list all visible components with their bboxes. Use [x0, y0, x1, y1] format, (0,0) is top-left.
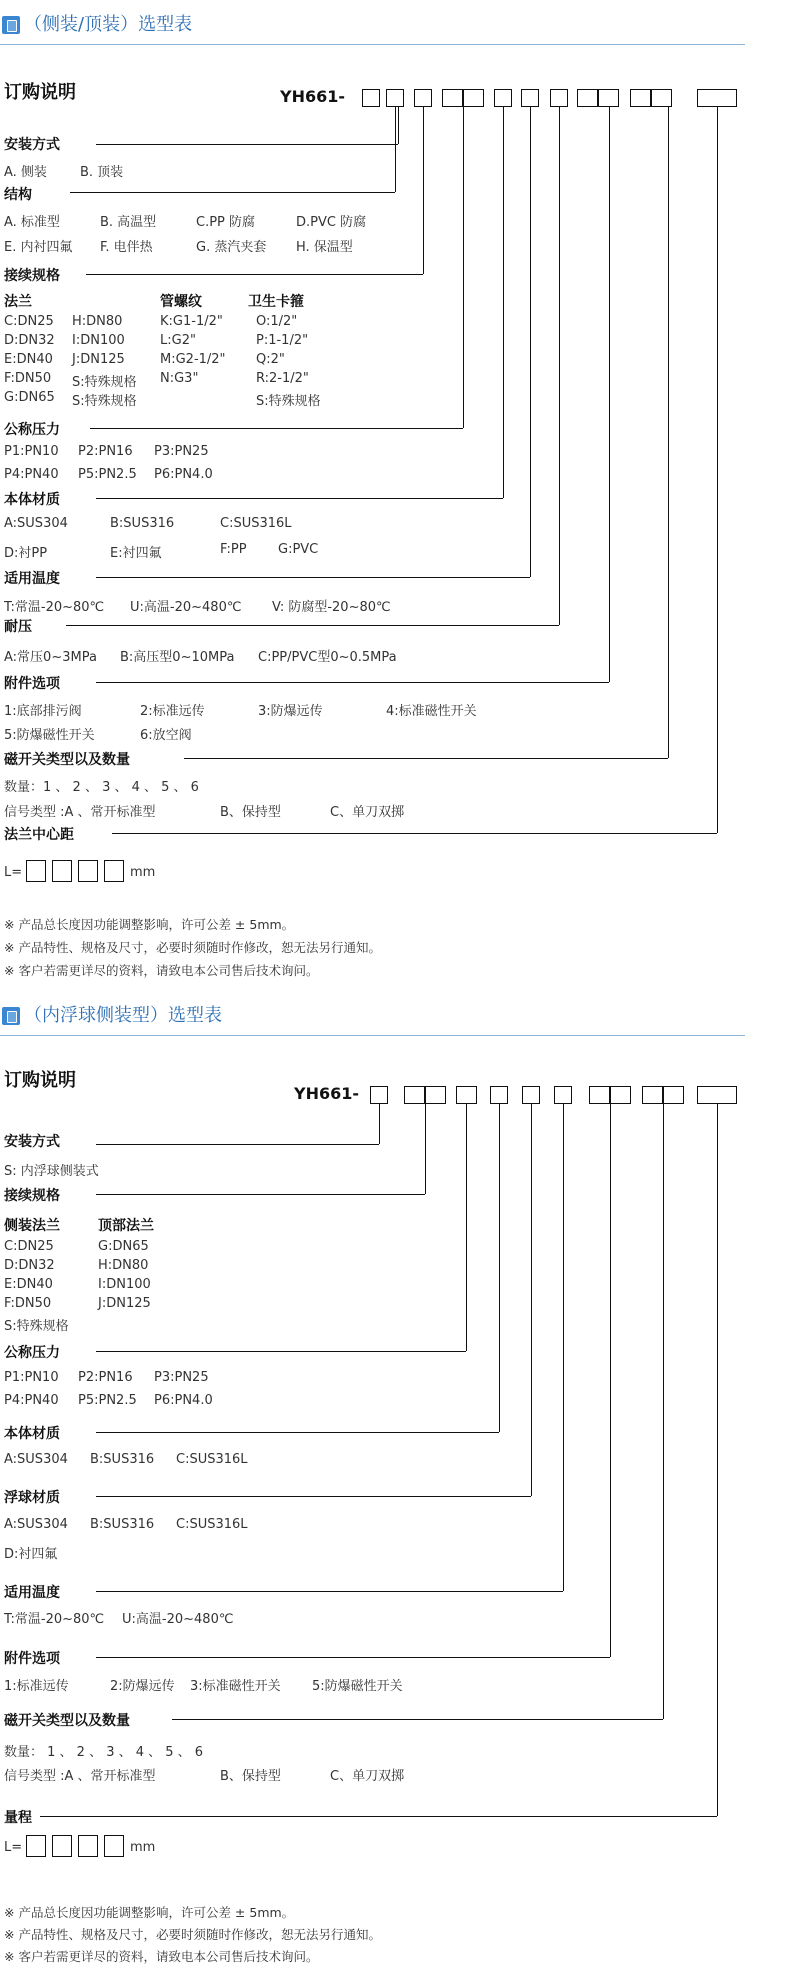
connector-line	[609, 107, 610, 682]
pressure-rating-option: C:PP/PVC型0~0.5MPa	[258, 650, 397, 665]
pressure-option: P5:PN2.5	[78, 467, 137, 482]
model-code: YH661-	[294, 1084, 360, 1103]
connector-line	[395, 107, 396, 192]
connector-line	[96, 682, 609, 683]
note: ※ 客户若需更详尽的资料，请致电本公司售后技术询问。	[4, 1949, 319, 1964]
code-box	[522, 1086, 540, 1104]
accessory-option: 2:防爆远传	[110, 1679, 175, 1694]
length-prefix: L=	[4, 865, 23, 880]
top-flange-option: J:DN125	[98, 1296, 151, 1311]
side-flange-option: C:DN25	[4, 1239, 54, 1254]
pressure-rating-option: A:常压0~3MPa	[4, 650, 97, 665]
length-box	[104, 1835, 124, 1857]
code-box	[490, 1086, 508, 1104]
structure-option: C.PP 防腐	[196, 215, 256, 230]
code-box	[404, 1086, 425, 1104]
flange-option: H:DN80	[72, 314, 123, 329]
temperature-option: V: 防腐型-20~80℃	[272, 600, 391, 615]
range-label: 量程	[4, 1810, 32, 1826]
code-box	[630, 89, 651, 107]
code-box	[414, 89, 432, 107]
connector-line	[717, 1104, 718, 1816]
model-code: YH661-	[280, 87, 346, 106]
signal-type-option: C、单刀双掷	[330, 805, 405, 820]
length-unit: mm	[130, 865, 156, 880]
float-material-option: D:衬四氟	[4, 1547, 58, 1562]
connector-line	[530, 107, 531, 577]
connection-col-header: 卫生卡箍	[248, 294, 304, 310]
code-box	[663, 1086, 684, 1104]
connector-line	[96, 1194, 425, 1195]
temperature-option: T:常温-20~80℃	[4, 1612, 105, 1627]
note: ※ 产品总长度因功能调整影响，许可公差 ± 5mm。	[4, 1905, 295, 1920]
order-heading: 订购说明	[4, 82, 76, 103]
code-box	[697, 1086, 737, 1104]
signal-type-option: 信号类型 :A 、常开标准型	[4, 1769, 156, 1784]
thread-option: N:G3"	[160, 371, 199, 386]
connector-line	[466, 1104, 467, 1351]
flange-option: E:DN40	[4, 352, 53, 367]
connector-line	[96, 144, 398, 145]
document-icon	[2, 1007, 20, 1025]
length-unit: mm	[130, 1840, 156, 1855]
structure-label: 结构	[4, 187, 32, 203]
body-material-label: 本体材质	[4, 492, 60, 508]
connection-col-header: 法兰	[4, 294, 32, 310]
code-box	[642, 1086, 663, 1104]
connector-line	[503, 107, 504, 498]
top-flange-option: I:DN100	[98, 1277, 151, 1292]
length-box	[78, 1835, 98, 1857]
temperature-label: 适用温度	[4, 1585, 60, 1601]
order-heading: 订购说明	[4, 1070, 76, 1091]
connector-line	[184, 758, 668, 759]
pressure-option: P1:PN10	[4, 444, 59, 459]
code-box	[577, 89, 598, 107]
side-flange-option: S:特殊规格	[4, 1319, 69, 1334]
accessory-option: 1:底部排污阀	[4, 704, 82, 719]
length-box	[104, 860, 124, 882]
pressure-rating-label: 耐压	[4, 619, 32, 635]
structure-option: H. 保温型	[296, 240, 353, 255]
body-material-option: C:SUS316L	[220, 516, 292, 531]
side-flange-option: F:DN50	[4, 1296, 52, 1311]
code-box	[697, 89, 737, 107]
accessory-label: 附件选项	[4, 676, 60, 692]
flange-option: C:DN25	[4, 314, 54, 329]
structure-option: G. 蒸汽夹套	[196, 240, 267, 255]
pressure-option: P3:PN25	[154, 444, 209, 459]
connection-label: 接续规格	[4, 1188, 60, 1204]
body-material-option: B:SUS316	[90, 1452, 155, 1467]
accessory-label: 附件选项	[4, 1651, 60, 1667]
body-material-option: E:衬四氟	[110, 546, 162, 561]
connector-line	[379, 1104, 380, 1144]
structure-option: B. 高温型	[100, 215, 157, 230]
code-box	[589, 1086, 610, 1104]
section1-header	[0, 14, 745, 45]
pressure-option: P3:PN25	[154, 1370, 209, 1385]
length-box	[26, 1835, 46, 1857]
pressure-label: 公称压力	[4, 422, 60, 438]
pressure-option: P5:PN2.5	[78, 1393, 137, 1408]
note: ※ 产品特性、规格及尺寸，必要时须随时作修改，恕无法另行通知。	[4, 940, 381, 955]
body-material-option: B:SUS316	[110, 516, 175, 531]
connector-line	[563, 1104, 564, 1591]
connector-line	[463, 107, 464, 428]
connection-col-header: 侧装法兰	[4, 1218, 60, 1234]
connector-line	[96, 1591, 563, 1592]
signal-type-option: B、保持型	[220, 1769, 281, 1784]
pressure-option: P1:PN10	[4, 1370, 59, 1385]
top-flange-option: H:DN80	[98, 1258, 149, 1273]
float-material-label: 浮球材质	[4, 1490, 60, 1506]
connector-line	[668, 107, 669, 758]
clamp-option: S:特殊规格	[256, 394, 321, 409]
clamp-option: P:1-1/2"	[256, 333, 309, 348]
connector-line	[717, 107, 718, 833]
section2-header	[0, 1005, 745, 1036]
connector-line	[425, 1104, 426, 1194]
code-box	[370, 1086, 388, 1104]
length-box	[78, 860, 98, 882]
accessory-option: 3:防爆远传	[258, 704, 323, 719]
document-icon	[2, 16, 20, 34]
float-material-option: C:SUS316L	[176, 1517, 248, 1532]
pressure-label: 公称压力	[4, 1345, 60, 1361]
pressure-option: P6:PN4.0	[154, 1393, 213, 1408]
connector-line	[96, 1351, 466, 1352]
connector-line	[112, 833, 717, 834]
connector-line	[96, 1432, 499, 1433]
install-option: B. 顶装	[80, 165, 124, 180]
accessory-option: 5:防爆磁性开关	[4, 728, 95, 743]
accessory-option: 1:标准远传	[4, 1679, 69, 1694]
top-flange-option: G:DN65	[98, 1239, 149, 1254]
install-label: 安装方式	[4, 137, 60, 153]
install-label: 安装方式	[4, 1134, 60, 1150]
pressure-option: P4:PN40	[4, 467, 59, 482]
install-option: A. 侧装	[4, 165, 47, 180]
accessory-option: 6:放空阀	[140, 728, 192, 743]
flange-option: D:DN32	[4, 333, 55, 348]
structure-option: D.PVC 防腐	[296, 215, 367, 230]
code-box	[550, 89, 568, 107]
side-flange-option: E:DN40	[4, 1277, 53, 1292]
float-material-option: A:SUS304	[4, 1517, 68, 1532]
accessory-option: 5:防爆磁性开关	[312, 1679, 403, 1694]
accessory-option: 2:标准远传	[140, 704, 205, 719]
length-box	[26, 860, 46, 882]
flange-option: G:DN65	[4, 390, 55, 405]
thread-option: L:G2"	[160, 333, 196, 348]
code-box	[463, 89, 484, 107]
connector-line	[96, 1496, 531, 1497]
structure-option: A. 标准型	[4, 215, 60, 230]
pressure-option: P2:PN16	[78, 444, 133, 459]
connector-line	[423, 107, 424, 274]
connection-col-header: 顶部法兰	[98, 1218, 154, 1234]
signal-type-option: 信号类型 :A 、常开标准型	[4, 805, 156, 820]
connector-line	[96, 498, 503, 499]
clamp-option: O:1/2"	[256, 314, 298, 329]
connector-line	[70, 192, 395, 193]
accessory-option: 3:标准磁性开关	[190, 1679, 281, 1694]
connector-line	[499, 1104, 500, 1432]
code-box	[362, 89, 380, 107]
magnetic-switch-label: 磁开关类型以及数量	[4, 752, 130, 768]
connector-line	[90, 428, 463, 429]
flange-option: S:特殊规格	[72, 394, 137, 409]
length-box	[52, 1835, 72, 1857]
connector-line	[531, 1104, 532, 1496]
body-material-option: F:PP	[220, 542, 247, 557]
body-material-option: G:PVC	[278, 542, 319, 557]
connector-line	[172, 1719, 663, 1720]
connection-col-header: 管螺纹	[160, 294, 202, 310]
install-option: S: 内浮球侧装式	[4, 1164, 99, 1179]
body-material-option: D:衬PP	[4, 546, 48, 561]
connector-line	[610, 1104, 611, 1657]
code-box	[494, 89, 512, 107]
pressure-rating-option: B:高压型0~10MPa	[120, 650, 235, 665]
code-box	[598, 89, 619, 107]
pressure-option: P4:PN40	[4, 1393, 59, 1408]
body-material-option: A:SUS304	[4, 1452, 68, 1467]
connector-line	[663, 1104, 664, 1719]
pressure-option: P2:PN16	[78, 1370, 133, 1385]
connector-line	[40, 1816, 717, 1817]
flange-option: F:DN50	[4, 371, 52, 386]
code-box	[386, 89, 404, 107]
note: ※ 产品总长度因功能调整影响，许可公差 ± 5mm。	[4, 917, 295, 932]
connector-line	[96, 1657, 610, 1658]
connector-line	[66, 625, 559, 626]
float-material-option: B:SUS316	[90, 1517, 155, 1532]
flange-option: J:DN125	[72, 352, 125, 367]
signal-type-option: C、单刀双掷	[330, 1769, 405, 1784]
code-box	[456, 1086, 477, 1104]
magnetic-switch-count: 数量：1 、 2 、 3 、 4 、 5 、 6	[4, 780, 199, 795]
code-box	[610, 1086, 631, 1104]
body-material-option: C:SUS316L	[176, 1452, 248, 1467]
clamp-option: R:2-1/2"	[256, 371, 309, 386]
code-box	[651, 89, 672, 107]
connector-line	[559, 107, 560, 625]
flange-option: S:特殊规格	[72, 375, 137, 390]
structure-option: E. 内衬四氟	[4, 240, 73, 255]
length-box	[52, 860, 72, 882]
code-box	[554, 1086, 572, 1104]
clamp-option: Q:2"	[256, 352, 285, 367]
flange-option: I:DN100	[72, 333, 125, 348]
connector-line	[398, 107, 399, 144]
temperature-label: 适用温度	[4, 571, 60, 587]
side-flange-option: D:DN32	[4, 1258, 55, 1273]
thread-option: M:G2-1/2"	[160, 352, 226, 367]
connector-line	[96, 577, 530, 578]
section2-title: （内浮球侧装型）选型表	[24, 1005, 222, 1026]
code-box	[521, 89, 539, 107]
signal-type-option: B、保持型	[220, 805, 281, 820]
magnetic-switch-count: 数量： 1 、 2 、 3 、 4 、 5 、 6	[4, 1745, 204, 1760]
accessory-option: 4:标准磁性开关	[386, 704, 477, 719]
thread-option: K:G1-1/2"	[160, 314, 223, 329]
magnetic-switch-label: 磁开关类型以及数量	[4, 1713, 130, 1729]
temperature-option: U:高温-20~480℃	[122, 1612, 234, 1627]
structure-option: F. 电伴热	[100, 240, 153, 255]
note: ※ 产品特性、规格及尺寸，必要时须随时作修改，恕无法另行通知。	[4, 1927, 381, 1942]
body-material-option: A:SUS304	[4, 516, 68, 531]
connector-line	[86, 274, 423, 275]
flange-distance-label: 法兰中心距	[4, 827, 74, 843]
temperature-option: U:高温-20~480℃	[130, 600, 242, 615]
connection-label: 接续规格	[4, 268, 60, 284]
body-material-label: 本体材质	[4, 1426, 60, 1442]
code-box	[442, 89, 463, 107]
note: ※ 客户若需更详尽的资料，请致电本公司售后技术询问。	[4, 963, 319, 978]
pressure-option: P6:PN4.0	[154, 467, 213, 482]
section1-title: （侧装/顶装）选型表	[24, 14, 193, 35]
temperature-option: T:常温-20~80℃	[4, 600, 105, 615]
code-box	[425, 1086, 446, 1104]
length-prefix: L=	[4, 1840, 23, 1855]
connector-line	[96, 1144, 379, 1145]
